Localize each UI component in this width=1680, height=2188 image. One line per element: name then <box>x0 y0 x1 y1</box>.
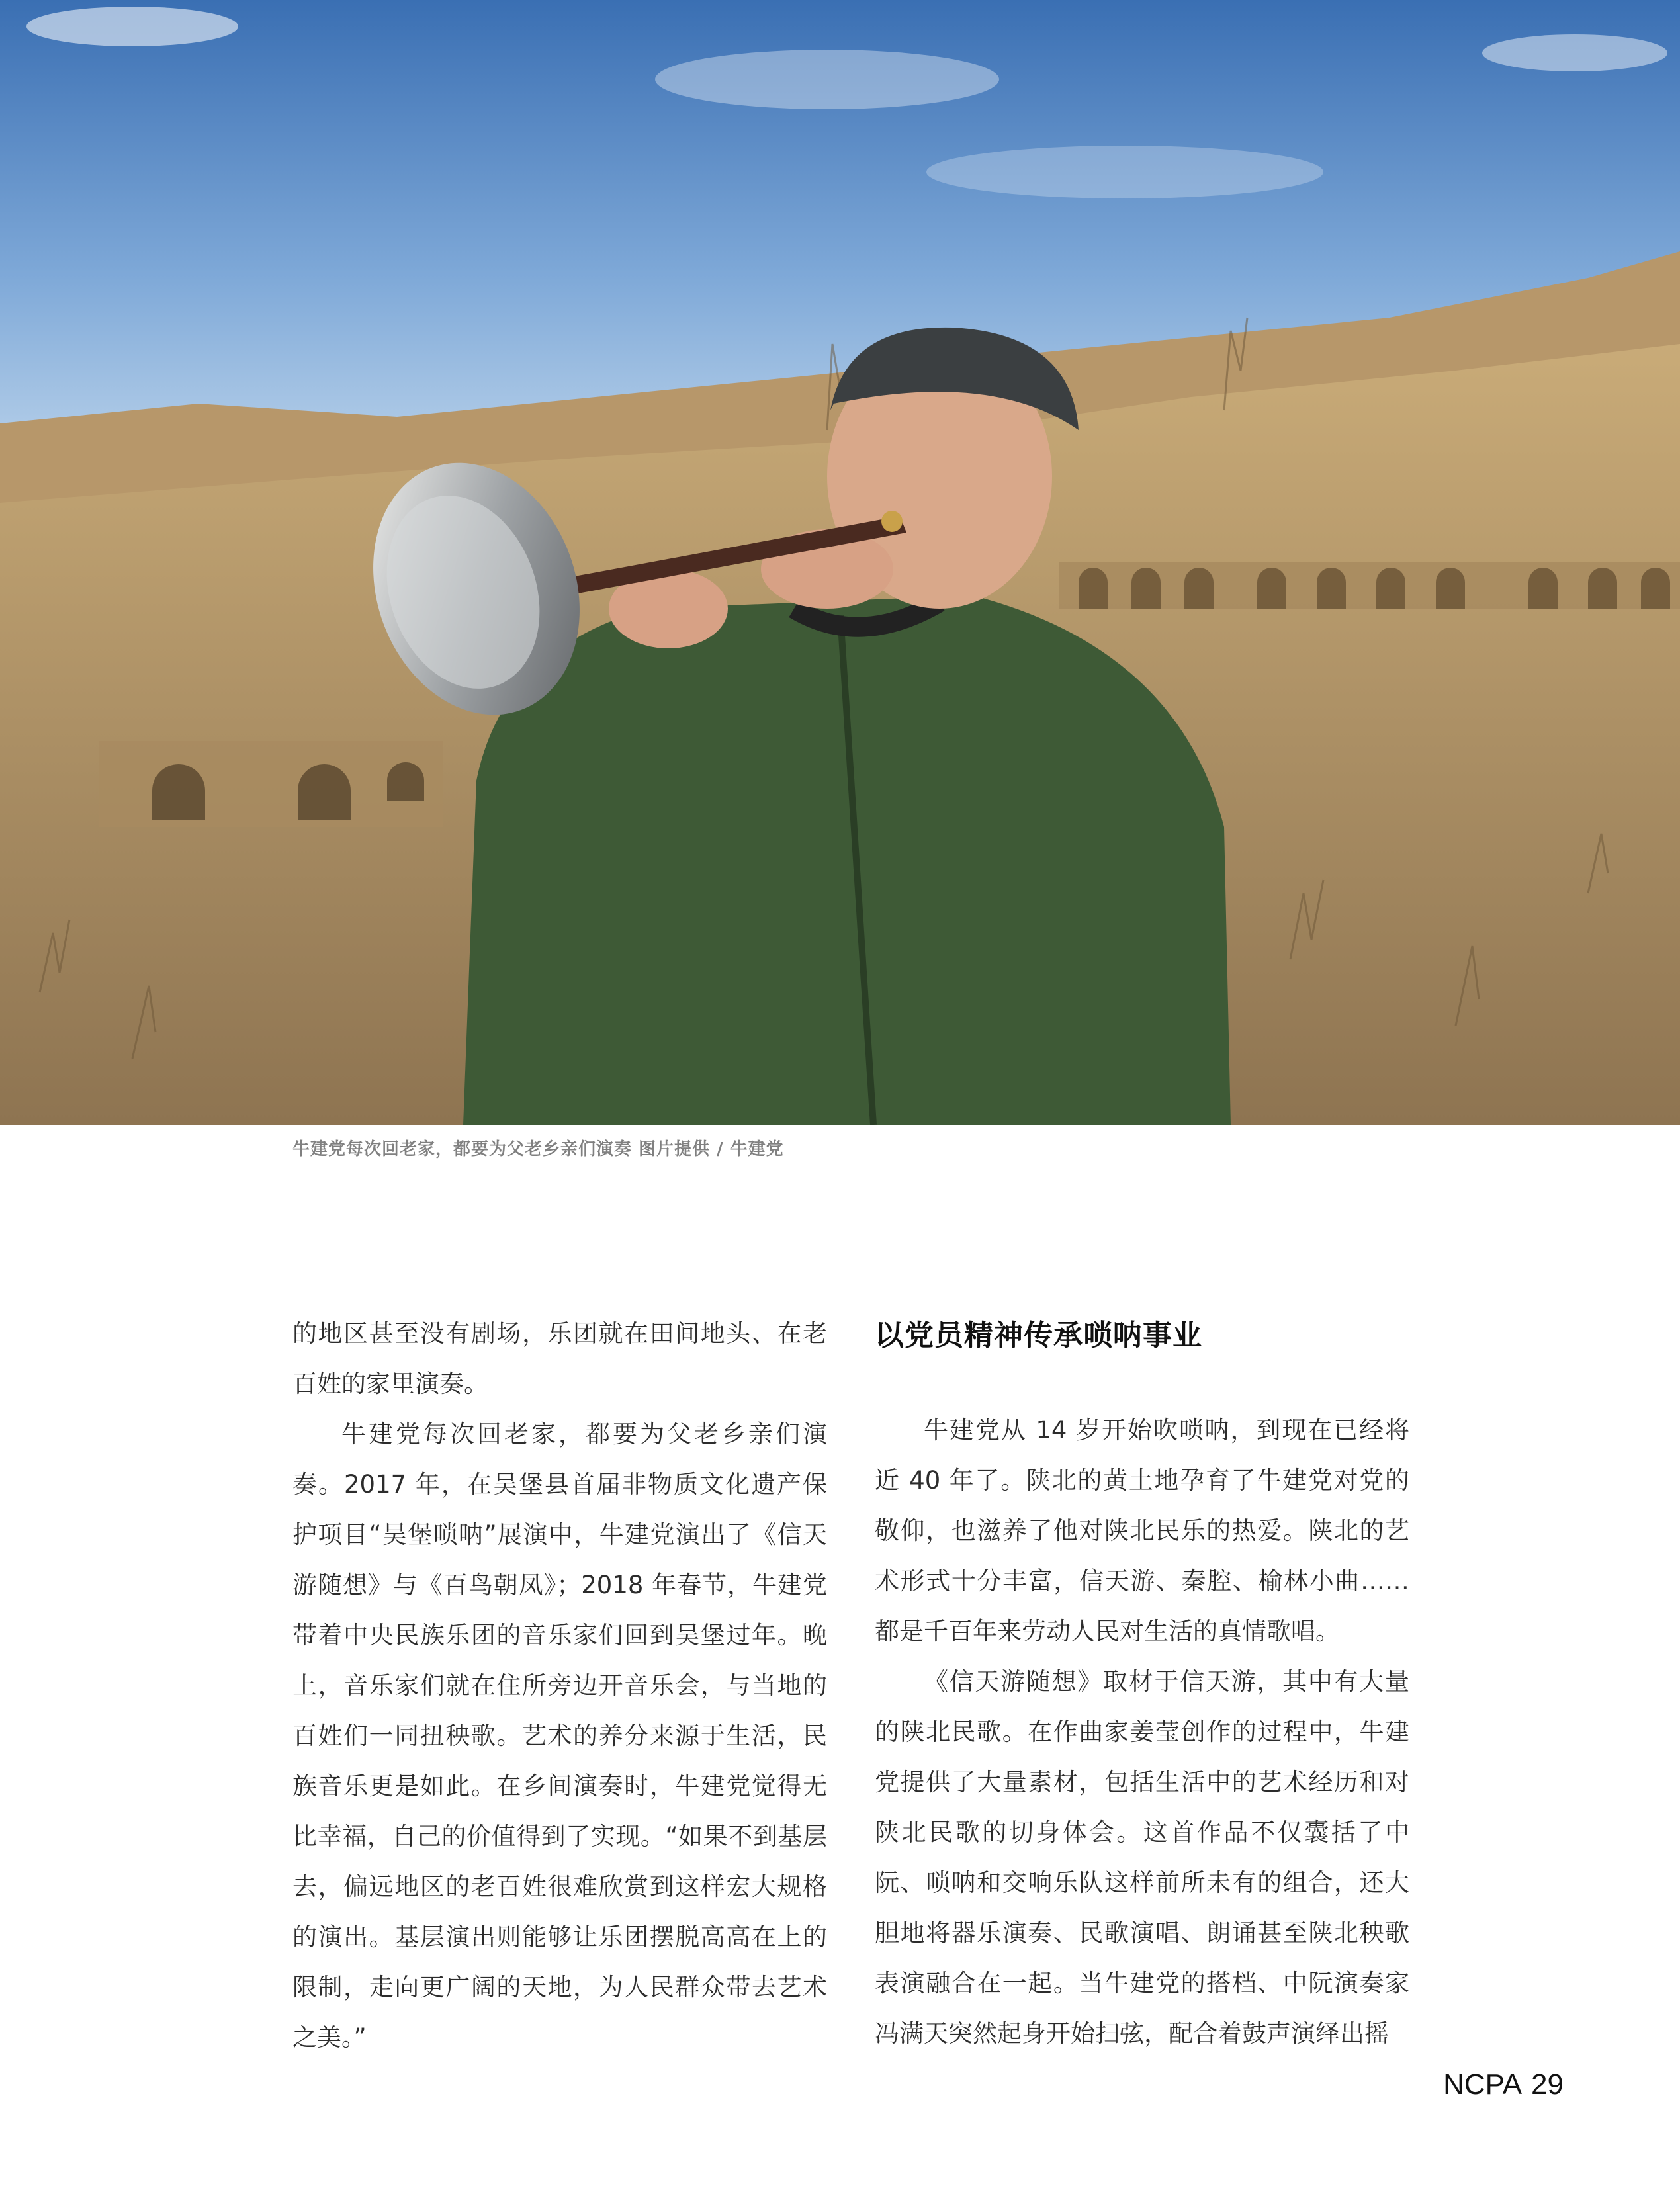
page-footer <box>1434 2068 1564 2101</box>
left-paragraph-2: 牛建党每次回老家，都要为父老乡亲们演奏。2017 年，在吴堡县首届非物质文化遗产保护项目“吴堡唢呐”展演中，牛建党演出了《信天游随想》与《百鸟朝凤》；2018 年春节，牛建党带着中央民族乐团的音乐家们回到吴堡过年。晚上，音乐家们就在住所旁边开音乐会，与当地的百姓们一同扭秧歌。艺术的养分来源于生活，民族音乐更是如此。在乡间演奏时，牛建党觉得无比幸福，自己的价值得到了实现。“如果不到基层去，偏远地区的老百姓很难欣赏到这样宏大规格的演出。基层演出则能够让乐团摆脱高高在上的限制，走向更广阔的天地，为人民群众带去艺术之美。” <box>292 1420 827 2052</box>
left-column <box>292 1309 827 2063</box>
right-paragraph-1: 牛建党从 14 岁开始吹唢呐，到现在已经将近 40 年了。陕北的黄土地孕育了牛建党对党的敬仰，也滋养了他对陕北民乐的热爱。陕北的艺术形式十分丰富，信天游、秦腔、榆林小曲……都是千百年来劳动人民对生活的真情歌唱。 <box>875 1416 1409 1645</box>
page-number: 29 <box>1531 2068 1564 2101</box>
photo-caption: 牛建党每次回老家，都要为父老乡亲们演奏 图片提供 / 牛建党 <box>292 1139 784 1159</box>
magazine-name: NCPA <box>1443 2068 1523 2101</box>
right-paragraph-2: 《信天游随想》取材于信天游，其中有大量的陕北民歌。在作曲家姜莹创作的过程中，牛建党提供了大量素材，包括生活中的艺术经历和对陕北民歌的切身体会。这首作品不仅囊括了中阮、唢呐和交响乐队这样前所未有的组合，还大胆地将器乐演奏、民歌演唱、朗诵甚至陕北秧歌表演融合在一起。当牛建党的搭档、中阮演奏家冯满天突然起身开始扫弦，配合着鼓声演绎出摇 <box>875 1667 1409 2048</box>
left-paragraph-1: 的地区甚至没有剧场，乐团就在田间地头、在老百姓的家里演奏。 <box>292 1319 827 1398</box>
right-column <box>875 1405 1409 2059</box>
section-heading: 以党员精神传承唢呐事业 <box>875 1319 1202 1352</box>
